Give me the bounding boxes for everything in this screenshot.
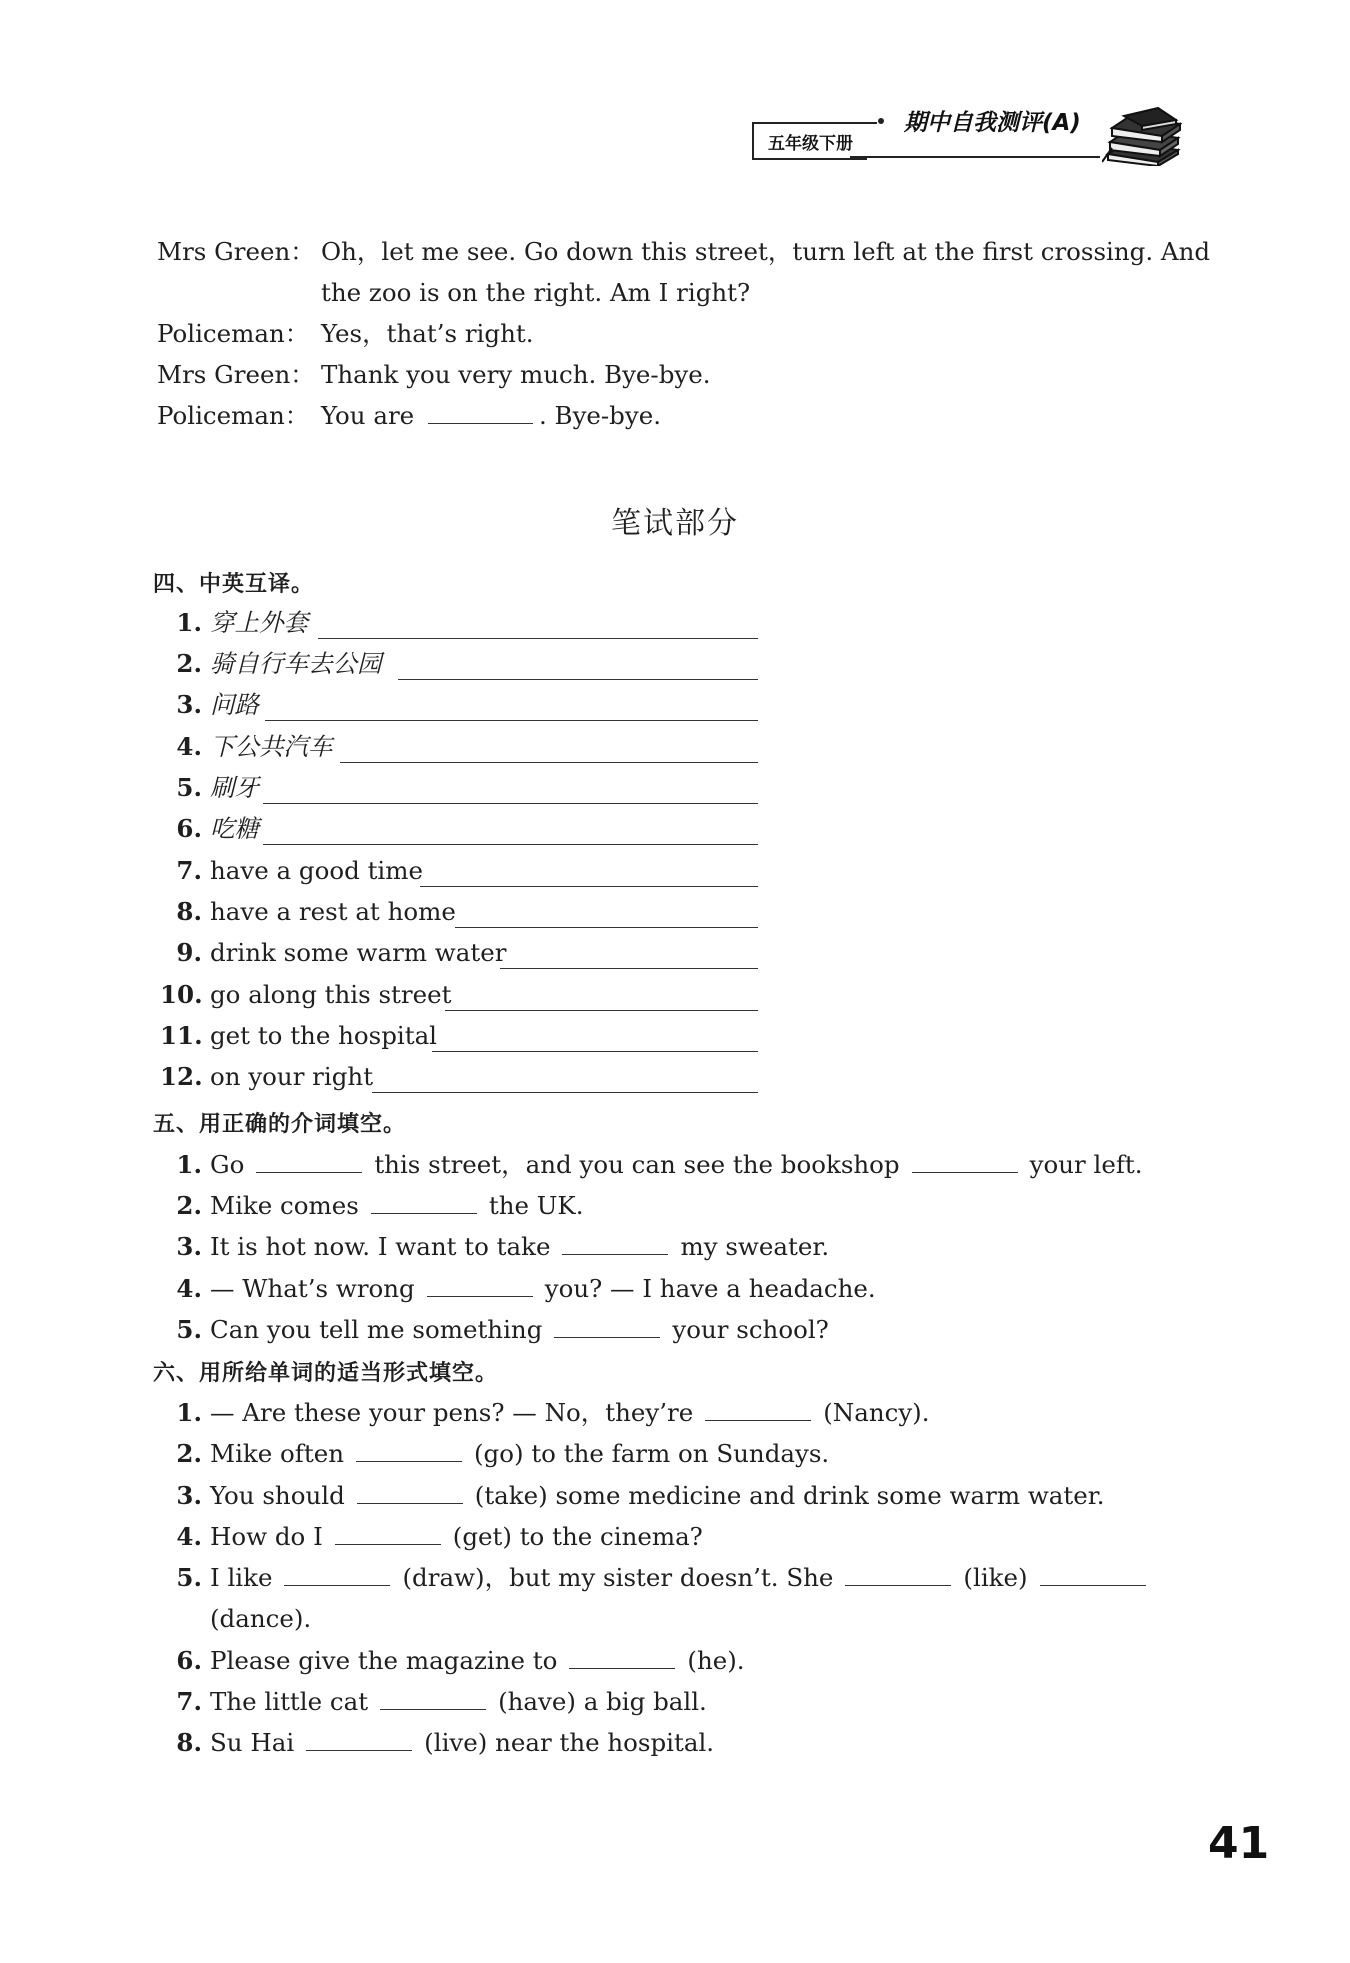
- item-text: my sweater.: [680, 1232, 830, 1261]
- item-prompt: 下公共汽车: [210, 732, 333, 761]
- item-text: (take) some medicine and drink some warm water.: [474, 1481, 1105, 1510]
- item-number: 9.: [176, 938, 202, 967]
- item-number: 2.: [176, 1439, 202, 1468]
- item-text: (live) near the hospital.: [424, 1728, 715, 1757]
- dialogue-text: Yes，that’s right.: [321, 319, 534, 348]
- translation-item: [160, 647, 382, 681]
- dialogue-line: [157, 355, 711, 395]
- dialogue-text: You are: [321, 401, 415, 430]
- answer-line[interactable]: [263, 803, 758, 804]
- item-number: 4.: [176, 1274, 202, 1303]
- item-text: Mike comes: [210, 1191, 359, 1220]
- fill-in-item: [160, 1189, 584, 1223]
- written-part-title: 笔试部分: [611, 506, 739, 541]
- answer-blank[interactable]: [371, 1189, 477, 1214]
- answer-line[interactable]: [372, 1092, 758, 1093]
- dialogue-line: [157, 396, 661, 436]
- item-number: 12.: [160, 1062, 203, 1091]
- item-prompt: 刷牙: [210, 773, 259, 802]
- item-text: (he).: [687, 1646, 745, 1675]
- item-prompt: have a good time: [210, 856, 423, 885]
- translation-item: [160, 936, 506, 970]
- translation-item: [160, 978, 451, 1012]
- answer-blank[interactable]: [256, 1148, 362, 1173]
- answer-blank[interactable]: [569, 1644, 675, 1669]
- answer-blank[interactable]: [356, 1437, 462, 1462]
- item-number: 10.: [160, 980, 203, 1009]
- item-prompt: go along this street: [210, 980, 452, 1009]
- item-number: 6.: [176, 1646, 202, 1675]
- item-text: (Nancy).: [823, 1398, 930, 1427]
- item-text: How do I: [210, 1522, 323, 1551]
- item-text: Su Hai: [210, 1728, 295, 1757]
- item-number: 5.: [176, 1315, 202, 1344]
- fill-in-item: [160, 1272, 876, 1306]
- item-text: Go: [210, 1150, 245, 1179]
- answer-line[interactable]: [340, 762, 758, 763]
- dialogue-text: Thank you very much. Bye-bye.: [321, 360, 711, 389]
- grade-label: 五年级下册: [768, 133, 853, 154]
- fill-in-item: [160, 1479, 1105, 1513]
- fill-in-item: [160, 1148, 1143, 1182]
- answer-line[interactable]: [500, 968, 758, 969]
- answer-line[interactable]: [432, 1051, 758, 1052]
- fill-in-item: [160, 1520, 703, 1554]
- item-text: your left.: [1029, 1150, 1143, 1179]
- answer-blank[interactable]: [357, 1479, 463, 1504]
- fill-in-item: [160, 1437, 829, 1471]
- answer-blank[interactable]: [845, 1561, 951, 1586]
- answer-line[interactable]: [398, 679, 758, 680]
- dialogue-line: [157, 314, 534, 354]
- answer-blank[interactable]: [1040, 1561, 1146, 1586]
- answer-blank[interactable]: [705, 1396, 811, 1421]
- item-prompt: 穿上外套: [210, 608, 308, 637]
- fill-in-item: [160, 1685, 707, 1719]
- item-number: 11.: [160, 1021, 203, 1050]
- test-title: 期中自我测评(A): [904, 110, 1081, 136]
- item-text: your school?: [672, 1315, 829, 1344]
- fill-in-item: [160, 1561, 1158, 1595]
- item-text: this street，and you can see the bookshop: [374, 1150, 900, 1179]
- answer-blank[interactable]: [427, 1272, 533, 1297]
- item-number: 1.: [176, 1150, 202, 1179]
- item-number: 1.: [176, 1398, 202, 1427]
- item-number: 4.: [176, 1522, 202, 1551]
- item-number: 5.: [176, 773, 202, 802]
- answer-line[interactable]: [420, 886, 758, 887]
- header-bottom-rule: [850, 156, 1100, 158]
- answer-line[interactable]: [318, 638, 758, 639]
- translation-item: [160, 812, 259, 846]
- item-text: You should: [210, 1481, 345, 1510]
- answer-blank[interactable]: [554, 1313, 660, 1338]
- fill-in-item: [160, 1396, 930, 1430]
- answer-blank[interactable]: [306, 1726, 412, 1751]
- item-prompt: 吃糖: [210, 814, 259, 843]
- item-text: I like: [210, 1563, 273, 1592]
- item-number: 3.: [176, 1232, 202, 1261]
- speaker: Policeman：: [157, 319, 310, 348]
- answer-line[interactable]: [263, 844, 758, 845]
- section-4-heading: 四、中英互译。: [153, 572, 315, 597]
- item-text: you? — I have a headache.: [544, 1274, 876, 1303]
- item-number: 7.: [176, 1687, 202, 1716]
- item-prompt: 骑自行车去公园: [210, 649, 382, 678]
- item-text: — What’s wrong: [210, 1274, 415, 1303]
- fill-in-item: [160, 1726, 714, 1760]
- item-prompt: on your right: [210, 1062, 374, 1091]
- section-5-heading: 五、用正确的介词填空。: [153, 1112, 407, 1137]
- answer-line[interactable]: [265, 720, 758, 721]
- item-text: (draw)，but my sister doesn’t. She: [402, 1563, 834, 1592]
- answer-line[interactable]: [445, 1010, 758, 1011]
- item-text: The little cat: [210, 1687, 369, 1716]
- dialogue-continuation: the zoo is on the right. Am I right?: [321, 278, 751, 307]
- item-text: Can you tell me something: [210, 1315, 543, 1344]
- page-number: 41: [1208, 1818, 1270, 1869]
- item-number: 2.: [176, 1191, 202, 1220]
- item-text: (go) to the farm on Sundays.: [474, 1439, 830, 1468]
- answer-blank[interactable]: [562, 1230, 668, 1255]
- speaker: Mrs Green：: [157, 360, 315, 389]
- item-number: 7.: [176, 856, 202, 885]
- translation-item: [160, 606, 308, 640]
- answer-blank[interactable]: [428, 399, 533, 424]
- item-text: the UK.: [488, 1191, 584, 1220]
- item-text: Please give the magazine to: [210, 1646, 558, 1675]
- item-number: 3.: [176, 1481, 202, 1510]
- item-continuation: (dance).: [210, 1604, 312, 1633]
- item-number: 5.: [176, 1563, 202, 1592]
- translation-item: [160, 895, 456, 929]
- translation-item: [160, 854, 423, 888]
- item-prompt: get to the hospital: [210, 1021, 438, 1050]
- section-6-heading: 六、用所给单词的适当形式填空。: [153, 1361, 499, 1386]
- answer-line[interactable]: [455, 927, 758, 928]
- item-prompt: drink some warm water: [210, 938, 507, 967]
- dialogue-text: Oh，let me see. Go down this street，turn left at the first crossing. And: [321, 237, 1211, 266]
- item-number: 1.: [176, 608, 202, 637]
- item-text: It is hot now. I want to take: [210, 1232, 551, 1261]
- item-prompt: 问路: [210, 690, 259, 719]
- item-number: 4.: [176, 732, 202, 761]
- fill-in-item: [160, 1313, 829, 1347]
- speaker: Policeman：: [157, 401, 310, 430]
- item-number: 8.: [176, 897, 202, 926]
- answer-blank[interactable]: [284, 1561, 390, 1586]
- item-text: Mike often: [210, 1439, 344, 1468]
- item-prompt: have a rest at home: [210, 897, 456, 926]
- item-number: 3.: [176, 690, 202, 719]
- translation-item: [160, 771, 259, 805]
- stacked-books-icon: [1102, 104, 1182, 166]
- page-header: [752, 104, 1182, 168]
- translation-item: [160, 730, 333, 764]
- answer-blank[interactable]: [380, 1685, 486, 1710]
- item-number: 2.: [176, 649, 202, 678]
- fill-in-item: [160, 1230, 829, 1264]
- translation-item: [160, 688, 259, 722]
- fill-in-item: [160, 1644, 745, 1678]
- item-text: (have) a big ball.: [498, 1687, 707, 1716]
- item-number: 8.: [176, 1728, 202, 1757]
- header-dot: [878, 118, 884, 124]
- item-text: (like): [963, 1563, 1028, 1592]
- speaker: Mrs Green：: [157, 237, 315, 266]
- grade-box: [752, 124, 867, 160]
- translation-item: [160, 1060, 373, 1094]
- answer-blank[interactable]: [335, 1520, 441, 1545]
- item-number: 6.: [176, 814, 202, 843]
- answer-blank[interactable]: [912, 1148, 1018, 1173]
- dialogue-text: . Bye-bye.: [538, 401, 661, 430]
- item-text: (get) to the cinema?: [452, 1522, 703, 1551]
- translation-item: [160, 1019, 437, 1053]
- item-text: — Are these your pens? — No，they’re: [210, 1398, 694, 1427]
- dialogue-line: [157, 232, 1210, 272]
